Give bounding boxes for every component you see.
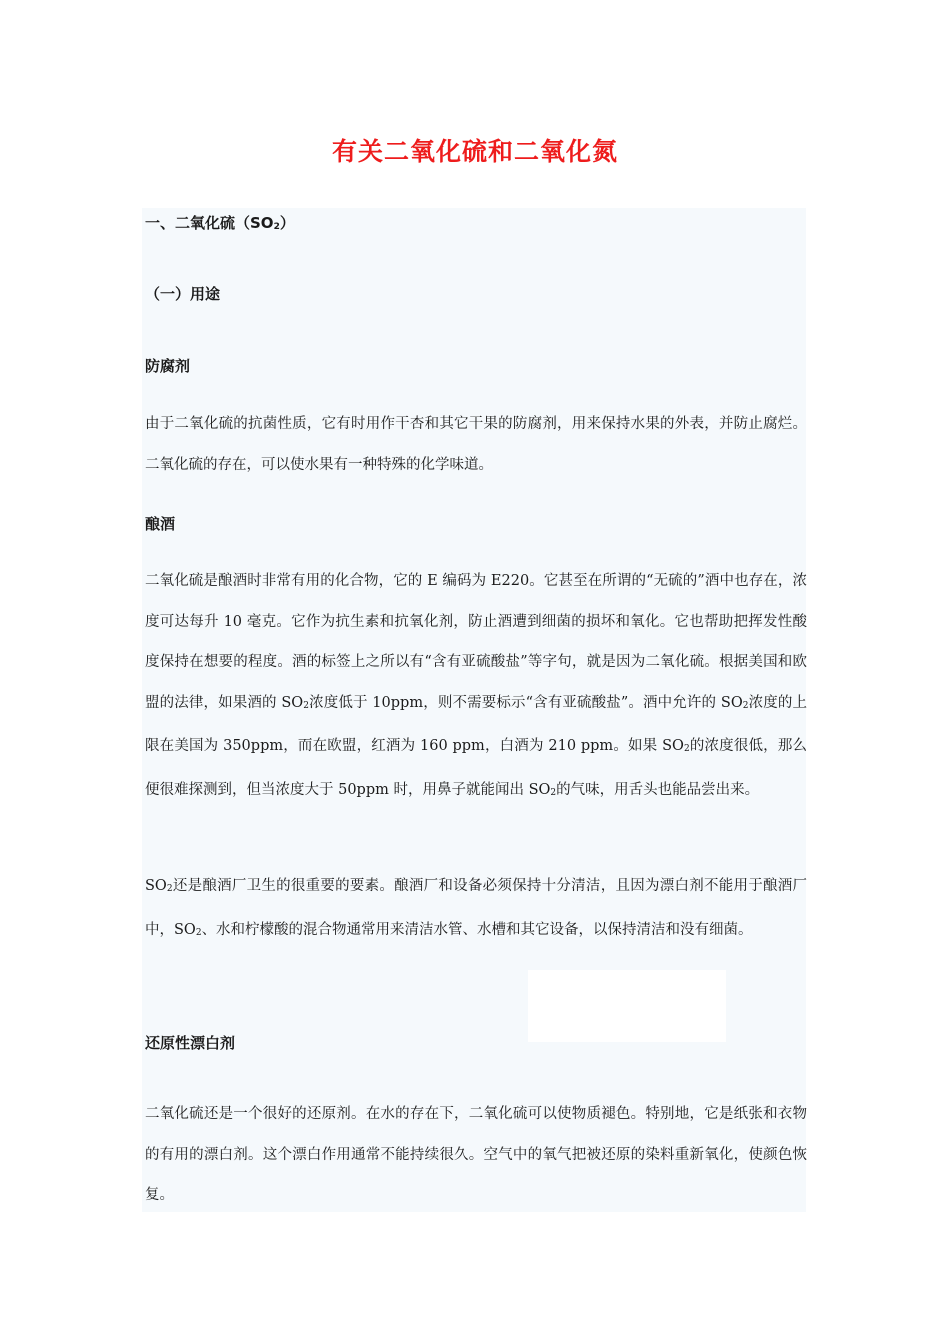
subscript: 2 — [742, 700, 749, 711]
subscript: 2 — [683, 744, 690, 754]
text-run: 、水和柠檬酸的混合物通常用来清洁水管、水槽和其它设备，以保持清洁和没有细菌。 — [201, 921, 753, 938]
subsection-heading-uses: （一）用途 — [145, 285, 221, 303]
paragraph-preservative: 由于二氧化硫的抗菌性质，它有时用作干杏和其它干果的防腐剂，用来保持水果的外表，并防止腐烂。二氧化硫的存在，可以使水果有一种特殊的化学味道。 — [145, 416, 807, 473]
heading-text: ） — [279, 214, 295, 232]
paragraph-winemaking-1 — [145, 561, 807, 813]
heading-preservative: 防腐剂 — [145, 357, 191, 375]
text-run: SO — [145, 878, 167, 894]
subscript: 2 — [166, 884, 173, 894]
subscript: 2 — [303, 700, 309, 711]
heading-text: 一、二氧化硫（SO — [145, 214, 274, 232]
heading-winemaking: 酿酒 — [145, 515, 176, 533]
document-title: 有关二氧化硫和二氧化氮 — [331, 137, 618, 166]
text-run: 二氧化硫是酿酒时非常有用的化合物，它的 E 编码为 E220。它甚至在所谓的“无硫的”酒中也存在，浓度可达每升 10 毫克。它作为抗生素和抗氧化剂，防止酒遭到细菌的损坏和氧化。它也帮助把挥发性酸度保持在想要的程度。酒的标签上之所以有“含有亚硫酸盐”等字句，就是因为二氧化硫。根据美国和欧盟的法律，如果酒的 SO — [145, 573, 807, 711]
paragraph-winemaking-2 — [145, 866, 807, 953]
text-run: 浓度低于 10ppm，则不需要标示“含有亚硫酸盐”。酒中允许的 SO — [308, 694, 743, 711]
text-run: 的浓度很低，那么便很难探测到，但当浓度大于 50ppm 时，用鼻子就能闻出 SO — [145, 738, 808, 798]
text-run: 浓度的上限在美国为 350ppm，而在欧盟，红酒为 160 ppm，白酒为 210 ppm。如果 SO — [145, 694, 807, 754]
paragraph-bleach: 二氧化硫还是一个很好的还原剂。在水的存在下，二氧化硫可以使物质褪色。特别地，它是纸张和衣物的有用的漂白剂。这个漂白作用通常不能持续很久。空气中的氧气把被还原的染料重新氧化，使颜色恢复。 — [145, 1106, 807, 1203]
text-run: 还是酿酒厂卫生的很重要的要素。酿酒厂和设备必须保持十分清洁，且因为漂白剂不能用于酿酒厂中，SO — [145, 878, 807, 938]
section-heading-so2 — [145, 212, 295, 233]
text-run: 的气味，用舌头也能品尝出来。 — [556, 781, 760, 798]
subscript: 2 — [195, 927, 202, 938]
heading-bleach: 还原性漂白剂 — [145, 1034, 236, 1052]
subscript: 2 — [273, 222, 280, 232]
watermark-box — [528, 970, 726, 1042]
subscript: 2 — [550, 787, 557, 798]
